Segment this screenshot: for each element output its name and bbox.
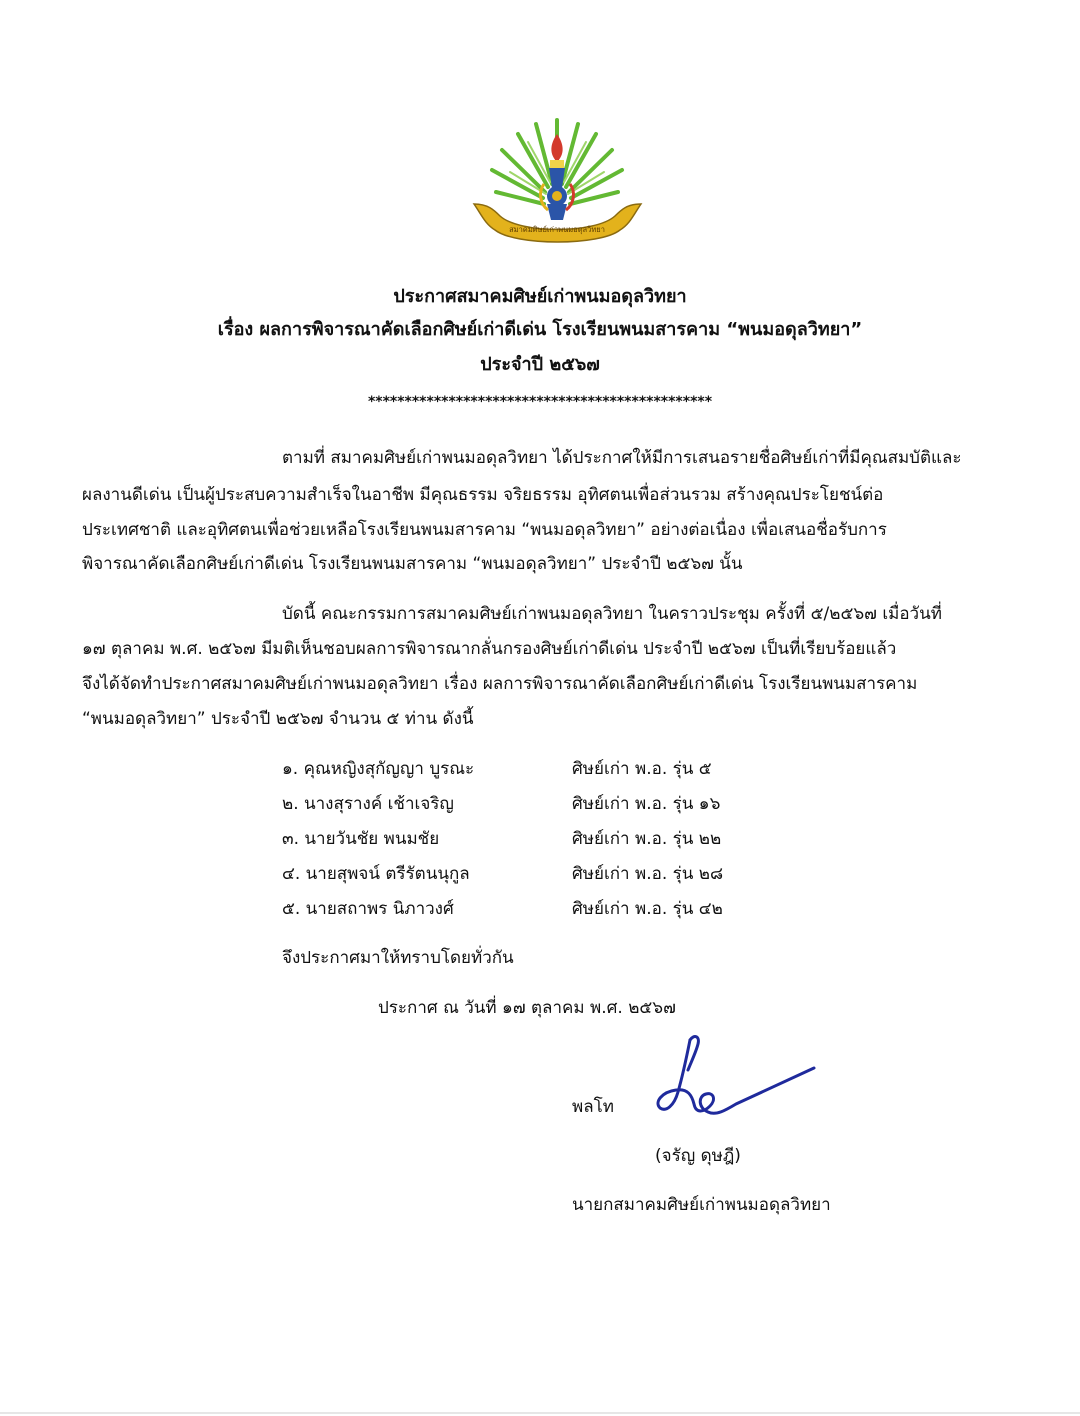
awardee-5-name: ๕. นายสถาพร นิภาวงศ์ bbox=[282, 899, 454, 919]
closing-text: จึงประกาศมาให้ทราบโดยทั่วกัน bbox=[282, 948, 514, 968]
para2-line1: บัดนี้ คณะกรรมการสมาคมศิษย์เก่าพนมอดุลวิทยา ในคราวประชุม ครั้งที่ ๕/๒๕๖๗ เมื่อวันที่ bbox=[282, 604, 942, 624]
bottom-divider bbox=[0, 1412, 1080, 1414]
awardee-3-name: ๓. นายวันชัย พนมชัย bbox=[282, 829, 440, 849]
para2-line4: “พนมอดุลวิทยา” ประจำปี ๒๕๖๗ จำนวน ๕ ท่าน ดังนี้ bbox=[82, 709, 474, 729]
awardee-2-class: ศิษย์เก่า พ.อ. รุ่น ๑๖ bbox=[572, 794, 721, 814]
para1-line4: พิจารณาคัดเลือกศิษย์เก่าดีเด่น โรงเรียนพนมสารคาม “พนมอดุลวิทยา” ประจำปี ๒๕๖๗ นั้น bbox=[82, 554, 743, 574]
awardee-1-name: ๑. คุณหญิงสุกัญญา บูรณะ bbox=[282, 759, 475, 779]
awardee-3-class: ศิษย์เก่า พ.อ. รุ่น ๒๒ bbox=[572, 829, 722, 849]
association-logo bbox=[470, 112, 645, 252]
torch-flame-icon bbox=[551, 134, 562, 162]
logo-ribbon-text: สมาคมศิษย์เก่าพนมอดุลวิทยา bbox=[509, 225, 605, 234]
para1-line2: ผลงานดีเด่น เป็นผู้ประสบความสำเร็จในอาชีพ มีคุณธรรม จริยธรรม อุทิศตนเพื่อส่วนรวม สร้างคุณประโยชน์ต่อ bbox=[82, 485, 884, 505]
awardee-4-class: ศิษย์เก่า พ.อ. รุ่น ๒๘ bbox=[572, 864, 724, 884]
awardee-2-name: ๒. นางสุรางค์ เช้าเจริญ bbox=[282, 794, 454, 814]
heading-line-3: ประจำปี ๒๕๖๗ bbox=[480, 354, 600, 375]
heading-line-1: ประกาศสมาคมศิษย์เก่าพนมอดุลวิทยา bbox=[393, 286, 687, 307]
para1-line1: ตามที่ สมาคมศิษย์เก่าพนมอดุลวิทยา ได้ประกาศให้มีการเสนอรายชื่อศิษย์เก่าที่มีคุณสมบัติและ bbox=[282, 448, 962, 468]
para2-line2: ๑๗ ตุลาคม พ.ศ. ๒๕๖๗ มีมติเห็นชอบผลการพิจารณากลั่นกรองศิษย์เก่าดีเด่น ประจำปี ๒๕๖๗ เป็นที่เรียบร้อยแล้ว bbox=[82, 639, 897, 659]
heading-line-2: เรื่อง ผลการพิจารณาคัดเลือกศิษย์เก่าดีเด่น โรงเรียนพนมสารคาม “พนมอดุลวิทยา” bbox=[217, 319, 863, 340]
para2-line3: จึงได้จัดทำประกาศสมาคมศิษย์เก่าพนมอดุลวิทยา เรื่อง ผลการพิจารณาคัดเลือกศิษย์เก่าดีเด่น โรงเรียนพนมสารคาม bbox=[82, 674, 918, 694]
awardee-1-class: ศิษย์เก่า พ.อ. รุ่น ๕ bbox=[572, 759, 712, 779]
signatory-name: (จรัญ ดุษฎี) bbox=[655, 1146, 741, 1166]
dated-text: ประกาศ ณ วันที่ ๑๗ ตุลาคม พ.ศ. ๒๕๖๗ bbox=[378, 998, 676, 1018]
separator: *********************************************** bbox=[367, 394, 713, 410]
awardee-5-class: ศิษย์เก่า พ.อ. รุ่น ๔๒ bbox=[572, 899, 723, 919]
awardee-4-name: ๔. นายสุพจน์ ตรีรัตนนุกูล bbox=[282, 864, 470, 884]
para1-line3: ประเทศชาติ และอุทิศตนเพื่อช่วยเหลือโรงเรียนพนมสารคาม “พนมอดุลวิทยา” อย่างต่อเนื่อง เพื่อเสนอชื่อรับการ bbox=[82, 520, 887, 540]
signatory-position: นายกสมาคมศิษย์เก่าพนมอดุลวิทยา bbox=[572, 1195, 831, 1215]
signatory-rank: พลโท bbox=[572, 1097, 614, 1117]
signature-icon bbox=[652, 1030, 822, 1125]
